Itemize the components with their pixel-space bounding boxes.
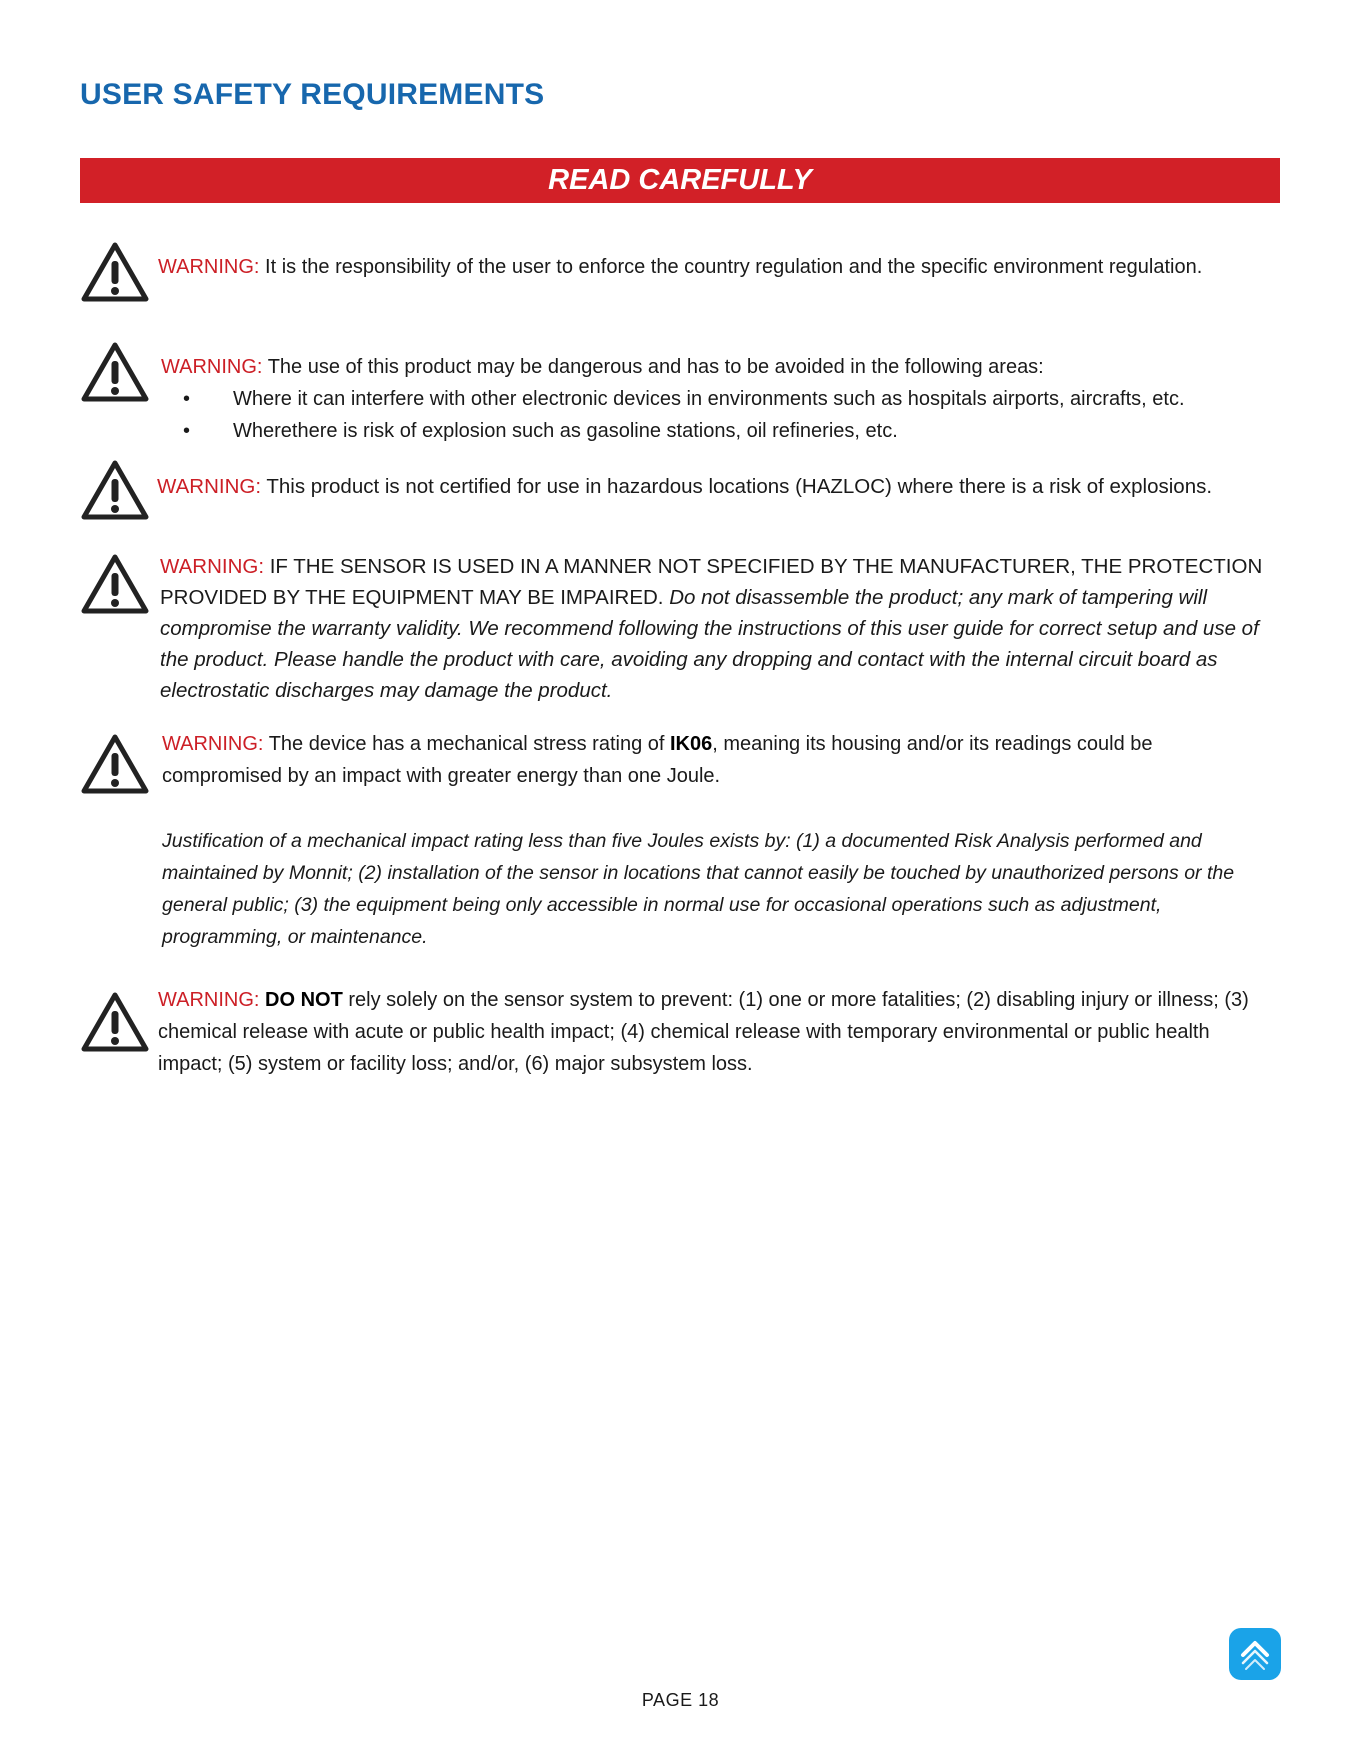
bullet-marker: • xyxy=(183,388,191,410)
warning-triangle-icon xyxy=(80,990,150,1054)
stress-rating-value: IK06 xyxy=(670,733,713,755)
justification-paragraph: Justification of a mechanical impact rating less than five Joules exists by: (1) a documented Risk Analysis performed and maintained by Monnit; (2) installation of the sensor in locations that cannot easily be touched by unauthorized persons or the general public; (3) the equipment being only accessible in normal use for occasional operations such as adjustment, programming, or maintenance. xyxy=(162,830,1235,948)
list-item xyxy=(161,383,1301,415)
warning-separator: : xyxy=(255,475,267,498)
warning-text: IF THE SENSOR IS USED IN A MANNER NOT SPECIFIED BY THE MANUFACTURER, THE PROTECTION PROVIDED BY THE EQUIPMENT MAY BE IMPAIRED. xyxy=(160,555,1263,609)
warning-2 xyxy=(161,351,1301,447)
warning-label: WARNING xyxy=(161,356,257,378)
warning-italic-text: Do not disassemble the product; any mark of tampering will compromise the warranty validity. We recommend following the instructions of this user guide for correct setup and use of the product. Please handle the product with care, avoiding any dropping and contact with the internal circuit board as electrostatic discharges may damage the product. xyxy=(160,586,1259,702)
list-item xyxy=(161,415,1301,447)
warning-separator: : xyxy=(256,356,268,378)
warning-text-continued: , meaning its housing and/or its readings could be compromised by an impact with greater energy than one Joule. xyxy=(162,733,1153,787)
chevron-up-logo-icon xyxy=(1229,1628,1281,1680)
warning-triangle-icon xyxy=(80,458,150,522)
list-item-text: Wherethere is risk of explosion such as gasoline stations, oil refineries, etc. xyxy=(233,420,898,442)
warning-text: This product is not certified for use in hazardous locations (HAZLOC) where there is a risk of explosions. xyxy=(266,475,1213,498)
warning-text: It is the responsibility of the user to enforce the country regulation and the specific environment regulation. xyxy=(265,256,1203,278)
hazard-area-list xyxy=(161,383,1301,447)
warning-4 xyxy=(160,551,1270,706)
read-carefully-banner xyxy=(80,158,1280,203)
warning-triangle-icon xyxy=(80,340,150,404)
banner-text: READ CAREFULLY xyxy=(548,164,812,196)
warning-3 xyxy=(157,471,1277,502)
warning-separator: : xyxy=(257,733,269,755)
warning-label: WARNING xyxy=(157,475,256,498)
warning-1 xyxy=(158,251,1278,283)
warning-text: rely solely on the sensor system to prevent: (1) one or more fatalities; (2) disabling injury or illness; (3) chemical release with acute or public health impact; (4) chemical release with temporary environmental or public health impact; (5) system or facility loss; and/or, (6) major subsystem loss. xyxy=(158,989,1249,1075)
bullet-marker: • xyxy=(183,420,191,442)
warning-triangle-icon xyxy=(80,552,150,616)
warning-label: WARNING xyxy=(160,555,259,578)
warning-text: The use of this product may be dangerous and has to be avoided in the following areas: xyxy=(267,356,1044,378)
page-title: USER SAFETY REQUIREMENTS xyxy=(80,78,545,111)
warning-label: WARNING xyxy=(162,733,258,755)
do-not-emphasis: DO NOT xyxy=(265,989,343,1011)
warning-5 xyxy=(162,728,1262,792)
warning-separator: : xyxy=(253,989,266,1011)
page-number: PAGE 18 xyxy=(641,1690,720,1710)
warning-separator: : xyxy=(258,555,270,578)
list-item-text: Where it can interfere with other electronic devices in environments such as hospitals airports, aircrafts, etc. xyxy=(233,388,1185,410)
warning-triangle-icon xyxy=(80,240,150,304)
warning-6 xyxy=(158,984,1270,1080)
warning-label: WARNING xyxy=(158,989,254,1011)
warning-separator: : xyxy=(253,256,266,278)
warning-label: WARNING xyxy=(158,256,254,278)
warning-triangle-icon xyxy=(80,732,150,796)
warning-text: The device has a mechanical stress rating of xyxy=(268,733,670,755)
